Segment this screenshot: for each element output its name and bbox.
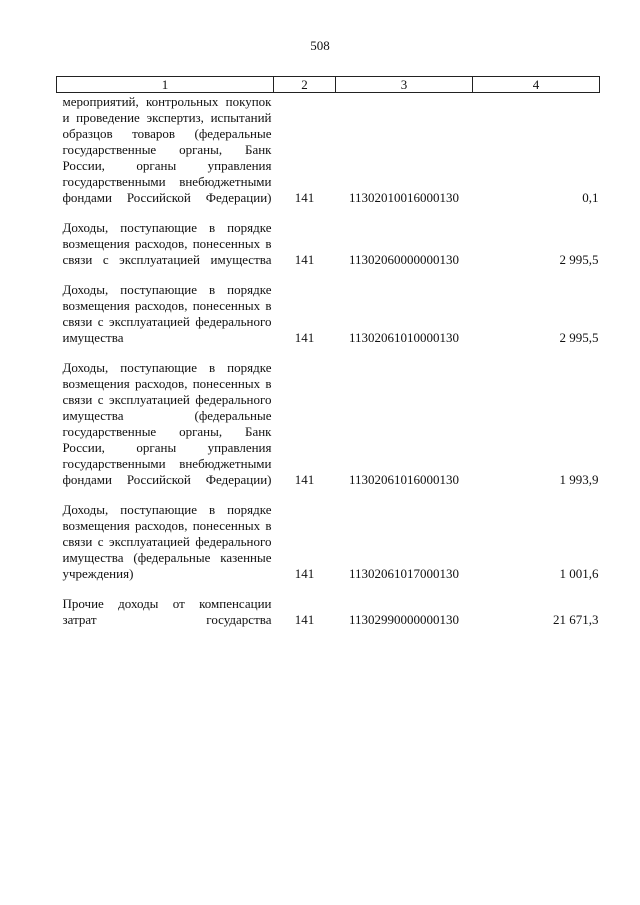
row-amount: 1 993,9 xyxy=(559,472,599,487)
row-description: Доходы, поступающие в порядке возмещения расходов, понесенных в связи с эксплуатацией федерального имущества (федеральные государственные органы, Банк России, органы управления государственными внебюджетными фондами Российской Федерации) xyxy=(62,360,272,487)
row-admin-code: 141 xyxy=(294,330,315,345)
row-amount: 2 995,5 xyxy=(559,252,599,267)
row-admin-code: 141 xyxy=(294,190,315,205)
row-amount: 1 001,6 xyxy=(559,566,599,581)
column-header-3: 3 xyxy=(336,77,473,93)
row-budget-code: 11302060000000130 xyxy=(348,252,460,267)
row-description: мероприятий, контрольных покупок и проведение экспертиз, испытаний образцов товаров (федеральные государственные органы, Банк России, органы управления государственными внебюджетными фондами Российской Федерации) xyxy=(62,94,272,205)
table-body xyxy=(57,93,600,629)
row-admin-code: 141 xyxy=(294,566,315,581)
row-budget-code: 11302061017000130 xyxy=(348,566,460,581)
row-description: Прочие доходы от компенсации затрат государства xyxy=(62,596,272,627)
table-row xyxy=(57,268,600,346)
row-admin-code: 141 xyxy=(294,252,315,267)
row-description: Доходы, поступающие в порядке возмещения расходов, понесенных в связи с эксплуатацией федерального имущества xyxy=(62,282,272,345)
column-header-1: 1 xyxy=(57,77,274,93)
table-row xyxy=(57,488,600,582)
table-row xyxy=(57,582,600,628)
row-description: Доходы, поступающие в порядке возмещения расходов, понесенных в связи с эксплуатацией федерального имущества (федеральные казенные учреждения) xyxy=(62,502,272,581)
row-budget-code: 11302990000000130 xyxy=(348,612,460,627)
row-amount: 21 671,3 xyxy=(553,612,599,627)
row-budget-code: 11302061010000130 xyxy=(348,330,460,345)
row-description: Доходы, поступающие в порядке возмещения расходов, понесенных в связи с эксплуатацией имущества xyxy=(62,220,272,267)
row-amount: 2 995,5 xyxy=(559,330,599,345)
row-budget-code: 11302010016000130 xyxy=(348,190,460,205)
row-admin-code: 141 xyxy=(294,472,315,487)
table-row xyxy=(57,93,600,207)
header-row xyxy=(57,77,600,93)
table-row xyxy=(57,206,600,268)
row-budget-code: 11302061016000130 xyxy=(348,472,460,487)
table-header xyxy=(57,77,600,93)
row-admin-code: 141 xyxy=(294,612,315,627)
row-amount: 0,1 xyxy=(582,190,599,205)
page-number: 508 xyxy=(310,38,330,53)
table-row xyxy=(57,346,600,488)
column-header-2: 2 xyxy=(274,77,336,93)
budget-table xyxy=(56,76,600,628)
column-header-4: 4 xyxy=(473,77,600,93)
